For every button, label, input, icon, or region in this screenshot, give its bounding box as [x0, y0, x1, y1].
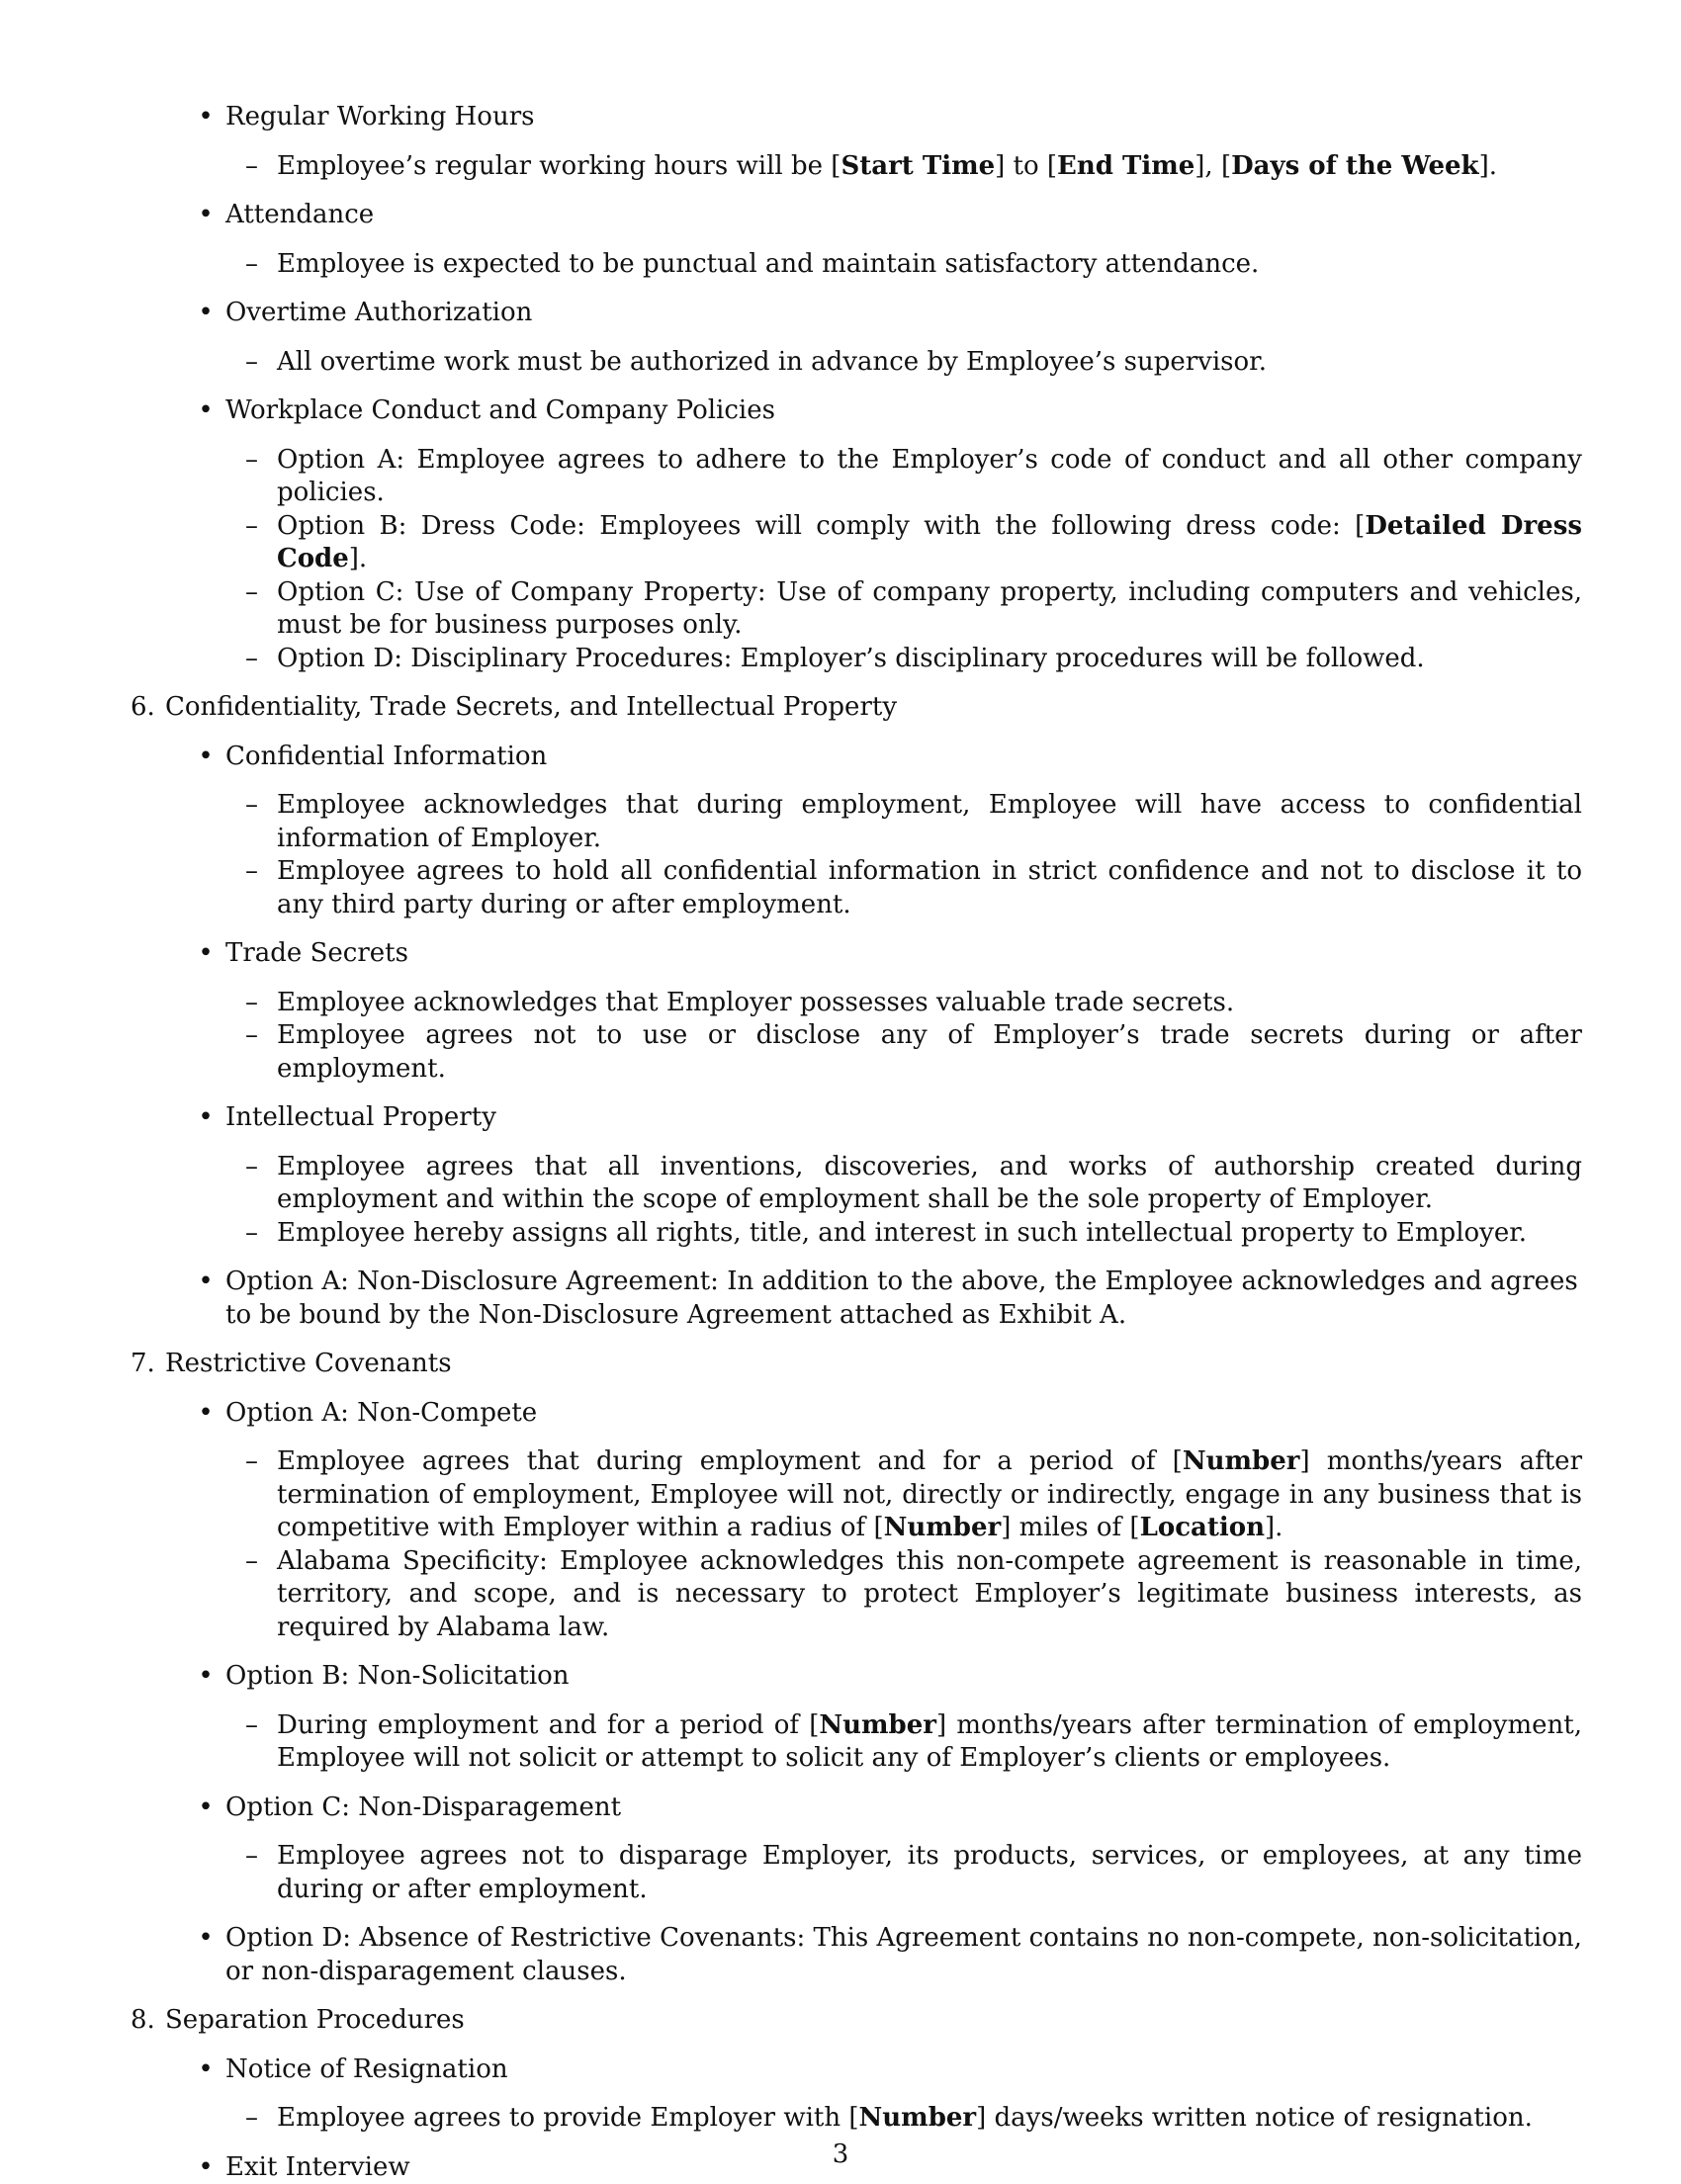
sub-item [0, 1445, 1681, 1545]
page-number: 3 [0, 2139, 1681, 2172]
item-text: Workplace Conduct and Company Policies [225, 395, 775, 425]
dash-marker: – [245, 150, 271, 184]
bullet-item [0, 1101, 1681, 1135]
bullet-marker: • [193, 394, 219, 428]
dash-marker: – [245, 444, 271, 478]
placeholder-field: Number [884, 1513, 1002, 1542]
dash-marker: – [245, 510, 271, 544]
text-run: ]. [1265, 1513, 1283, 1542]
item-text: Option C: Non-Disparagement [225, 1792, 621, 1822]
item-text: Restrictive Covenants [165, 1349, 452, 1378]
item-text: Employee agrees not to disparage Employer, its products, services, or employees, at any time during or after employment. [277, 1841, 1582, 1904]
text-run: During employment and for a period of [ [277, 1710, 819, 1740]
bullet-item [0, 741, 1681, 774]
bullet-marker: • [193, 1922, 219, 1956]
text-run: Option B: Dress Code: Employees will comply with the following dress code: [ [277, 511, 1365, 541]
text-run: Employee agrees that during employment and for a period of [ [277, 1446, 1183, 1476]
placeholder-field: Location [1140, 1513, 1265, 1542]
sub-item [0, 346, 1681, 380]
item-text: Overtime Authorization [225, 298, 532, 327]
text-run: ] to [ [995, 151, 1057, 181]
sub-item [0, 1840, 1681, 1906]
bullet-item [0, 2053, 1681, 2087]
text-run: Employee’s regular working hours will be [ [277, 151, 840, 181]
bullet-marker: • [193, 1397, 219, 1431]
sub-item [0, 987, 1681, 1020]
sub-item [0, 2102, 1681, 2136]
item-text: Attendance [225, 200, 374, 229]
dash-marker: – [245, 1840, 271, 1874]
text-run: ] days/weeks written notice of resignation. [976, 2103, 1533, 2133]
item-text: Option D: Absence of Restrictive Covenants: This Agreement contains no non-compete, non-solicitation, or non-disparagement clauses. [225, 1923, 1582, 1986]
bullet-marker: • [193, 1266, 219, 1299]
item-text: Employee agrees not to use or disclose any of Employer’s trade secrets during or after employment. [277, 1020, 1582, 1084]
dash-marker: – [245, 576, 271, 610]
sub-item [0, 248, 1681, 282]
item-text: Employee agrees that all inventions, discoveries, and works of authorship created during employment and within the scope of employment shall be the sole property of Employer. [277, 1152, 1582, 1215]
bullet-marker: • [193, 1101, 219, 1135]
placeholder-field: Number [1183, 1446, 1300, 1476]
sub-item [0, 1217, 1681, 1251]
item-text: Exit Interview [225, 2152, 410, 2182]
placeholder-field: Detailed Dress Code [277, 511, 1582, 574]
bullet-marker: • [193, 199, 219, 232]
item-text: Alabama Specificity: Employee acknowledges this non-compete agreement is reasonable in time, territory, and scope, and is necessary to protect Employer’s legitimate business interests, as required by Alabama law. [277, 1546, 1582, 1642]
bullet-item [0, 1266, 1681, 1332]
dash-marker: – [245, 987, 271, 1020]
bullet-item [0, 937, 1681, 971]
dash-marker: – [245, 855, 271, 889]
bullet-marker: • [193, 2053, 219, 2087]
bullet-item [0, 394, 1681, 428]
dash-marker: – [245, 1445, 271, 1479]
bullet-marker: • [193, 297, 219, 330]
bullet-item [0, 101, 1681, 134]
bullet-item [0, 1791, 1681, 1825]
item-text: Regular Working Hours [225, 102, 534, 131]
text-run: ], [ [1194, 151, 1231, 181]
text-run: ]. [349, 544, 367, 573]
bullet-item [0, 1660, 1681, 1694]
item-text: Employee hereby assigns all rights, title, and interest in such intellectual property to Employer. [277, 1218, 1527, 1248]
item-text: Option C: Use of Company Property: Use of company property, including computers and vehicles, must be for business purposes only. [277, 577, 1582, 641]
sub-item [0, 1545, 1681, 1645]
text-run: ] miles of [ [1001, 1513, 1139, 1542]
sub-item [0, 510, 1681, 576]
sub-item [0, 855, 1681, 921]
dash-marker: – [245, 789, 271, 823]
dash-marker: – [245, 346, 271, 380]
bullet-marker: • [193, 741, 219, 774]
section-heading [0, 2004, 1681, 2038]
item-text: Employee acknowledges that during employment, Employee will have access to confidential information of Employer. [277, 790, 1582, 853]
bullet-item [0, 297, 1681, 330]
text-run: ] months/years after termination of employment, Employee will not, directly or indirectly, engage in any business that is competitive with Employer within a radius of [ [277, 1446, 1582, 1542]
text-run: ]. [1479, 151, 1497, 181]
item-text: Trade Secrets [225, 938, 408, 968]
bullet-item [0, 1397, 1681, 1431]
sub-item [0, 150, 1681, 184]
bullet-marker: • [193, 2151, 219, 2184]
item-text: Notice of Resignation [225, 2054, 508, 2084]
item-text: Option A: Non-Compete [225, 1398, 537, 1428]
bullet-item [0, 1922, 1681, 1988]
item-text: Employee agrees to hold all confidential information in strict confidence and not to disclose it to any third party during or after employment. [277, 856, 1582, 919]
placeholder-field: Number [859, 2103, 977, 2133]
dash-marker: – [245, 643, 271, 676]
placeholder-field: End Time [1057, 151, 1194, 181]
bullet-marker: • [193, 1791, 219, 1825]
bullet-marker: • [193, 937, 219, 971]
section-heading [0, 691, 1681, 725]
bullet-marker: • [193, 1660, 219, 1694]
bullet-item [0, 199, 1681, 232]
item-text: Employee acknowledges that Employer possesses valuable trade secrets. [277, 988, 1234, 1017]
bullet-marker: • [193, 101, 219, 134]
sub-item [0, 1019, 1681, 1086]
section-heading [0, 1348, 1681, 1381]
section-number: 7. [131, 1348, 155, 1381]
section-number: 8. [131, 2004, 155, 2038]
item-text: Intellectual Property [225, 1102, 496, 1132]
placeholder-field: Number [819, 1710, 936, 1740]
sub-item [0, 1709, 1681, 1776]
dash-marker: – [245, 2102, 271, 2136]
dash-marker: – [245, 1217, 271, 1251]
item-text: Employee is expected to be punctual and maintain satisfactory attendance. [277, 249, 1259, 279]
dash-marker: – [245, 248, 271, 282]
text-run: ] months/years after termination of employment, Employee will not solicit or attempt to solicit any of Employer’s clients or employees. [277, 1710, 1582, 1774]
text-run: Employee agrees to provide Employer with [ [277, 2103, 859, 2133]
sub-item [0, 789, 1681, 855]
item-text: Confidential Information [225, 742, 547, 771]
sub-item [0, 444, 1681, 510]
item-text: Confidentiality, Trade Secrets, and Intellectual Property [165, 692, 897, 722]
item-text: Separation Procedures [165, 2005, 465, 2035]
item-text: Option A: Non-Disclosure Agreement: In addition to the above, the Employee acknowledges and agrees to be bound by the Non-Disclosure Agreement attached as Exhibit A. [225, 1267, 1578, 1330]
section-number: 6. [131, 691, 155, 725]
item-text: Option D: Disciplinary Procedures: Employer’s disciplinary procedures will be followed. [277, 644, 1425, 673]
sub-item [0, 643, 1681, 676]
item-text: Option A: Employee agrees to adhere to the Employer’s code of conduct and all other company policies. [277, 445, 1582, 508]
placeholder-field: Days of the Week [1231, 151, 1478, 181]
dash-marker: – [245, 1545, 271, 1579]
dash-marker: – [245, 1709, 271, 1743]
document-body [0, 101, 1681, 2184]
dash-marker: – [245, 1019, 271, 1053]
placeholder-field: Start Time [840, 151, 995, 181]
sub-item [0, 1151, 1681, 1217]
sub-item [0, 576, 1681, 643]
item-text: All overtime work must be authorized in advance by Employee’s supervisor. [277, 347, 1267, 377]
dash-marker: – [245, 1151, 271, 1184]
item-text: Option B: Non-Solicitation [225, 1661, 570, 1691]
